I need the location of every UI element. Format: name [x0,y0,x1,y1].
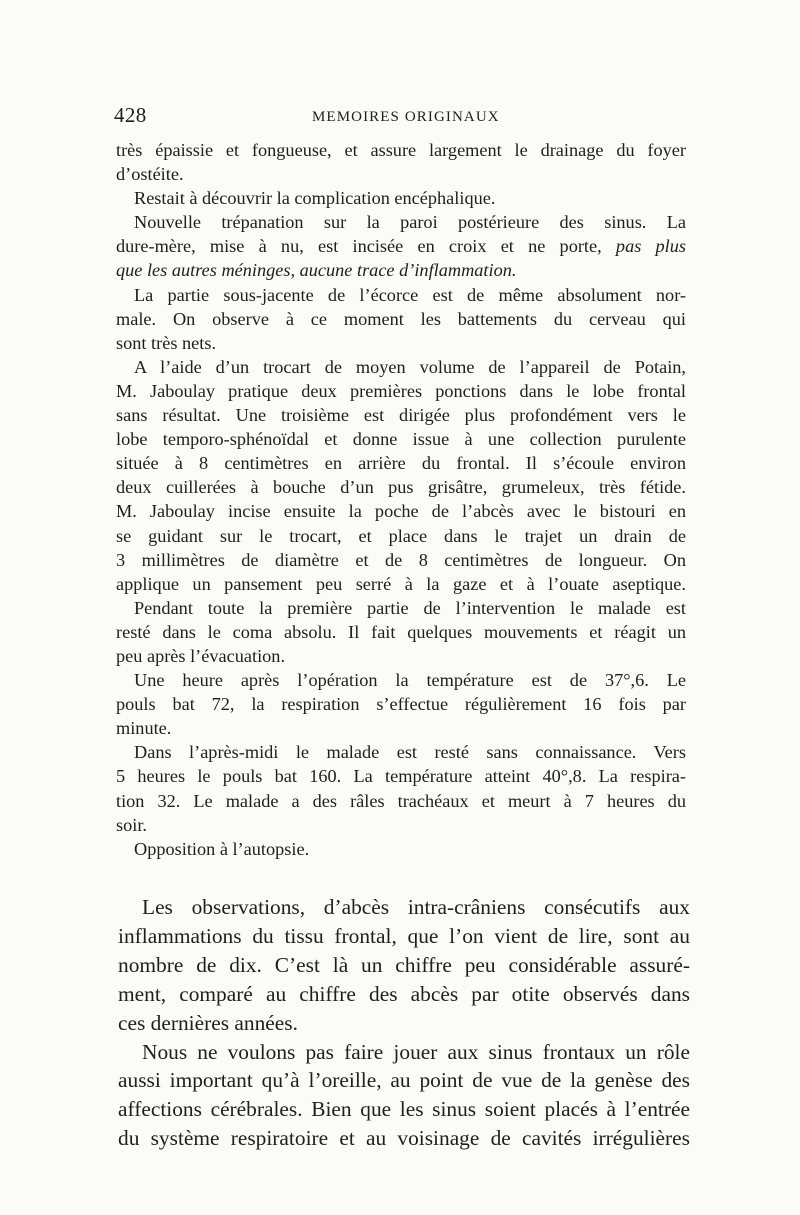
text-line: 5 heures le pouls bat 160. La température atteint 40°,8. La respira- [116,766,686,787]
text-line: Une heure après l’opération la température est de 37°,6. Le [134,670,686,691]
text-line: applique un pansement peu serré à la gaze et à l’ouate aseptique. [116,573,686,594]
text-line: du système respiratoire et au voisinage de cavités irrégulières [118,1126,690,1151]
text-line [116,258,686,282]
text-line: deux cuillerées à bouche d’un pus grisâtre, grumeleux, très fétide. [116,477,686,498]
text-line [116,234,686,258]
text-line: Les observations, d’abcès intra-crâniens consécutifs aux [142,895,690,919]
text-line: La partie sous-jacente de l’écorce est de même absolument nor- [134,284,686,305]
text-line: lobe temporo-sphénoïdal et donne issue à une collection purulente [116,429,686,450]
text-line: ment, comparé au chiffre des abcès par otite observés dans [118,981,690,1006]
text-line: tion 32. Le malade a des râles trachéaux et meurt à 7 heures du [116,790,686,811]
case-report-text [116,138,686,861]
italic-phrase: pas plus [615,236,686,257]
text-line: soir. [116,814,147,835]
text-line: Dans l’après-midi le malade est resté sans connaissance. Vers [134,742,686,763]
text-line: male. On observe à ce moment les battements du cerveau qui [116,308,686,329]
text-line: 3 millimètres de diamètre et de 8 centimètres de longueur. On [116,549,686,570]
text-line: resté dans le coma absolu. Il fait quelques mouvements et réagit un [116,621,686,642]
text-line: M. Jaboulay pratique deux premières ponctions dans le lobe frontal [116,380,686,401]
text-line: sont très nets. [116,332,217,353]
text-line: sans résultat. Une troisième est dirigée plus profondément vers le [116,405,686,426]
running-head: MEMOIRES ORIGINAUX [312,109,500,125]
discussion-text [118,893,690,1153]
text-line: minute. [116,718,172,739]
text-line: inflammations du tissu frontal, que l’on vient de lire, sont au [118,923,690,948]
text-line: affections cérébrales. Bien que les sinus soient placés à l’entrée [118,1097,690,1122]
text-line: Restait à découvrir la complication encéphalique. [134,188,496,209]
text-line: Nous ne voulons pas faire jouer aux sinus frontaux un rôle [142,1039,690,1064]
text-line: Pendant toute la première partie de l’intervention le malade est [134,597,686,618]
text-line: pouls bat 72, la respiration s’effectue régulièrement 16 fois par [116,694,686,715]
page-number: 428 [114,103,147,127]
text-line: d’ostéite. [116,164,184,185]
text-line: peu après l’évacuation. [116,645,286,666]
text-line: située à 8 centimètres en arrière du frontal. Il s’écoule environ [116,453,686,474]
text-line: Opposition à l’autopsie. [134,838,310,859]
text-line: très épaissie et fongueuse, et assure largement le drainage du foyer [116,140,686,160]
text-line: ces dernières années. [118,1010,298,1035]
text-line: A l’aide d’un trocart de moyen volume de l’appareil de Potain, [134,356,686,377]
text-line-segment: dure-mère, mise à nu, est incisée en croix et ne porte, [116,236,602,257]
text-line: aussi important qu’à l’oreille, au point de vue de la genèse des [118,1068,690,1093]
text-line: se guidant sur le trocart, et place dans le trajet un drain de [116,525,686,546]
text-line: Nouvelle trépanation sur la paroi postérieure des sinus. La [134,212,686,233]
text-line: M. Jaboulay incise ensuite la poche de l’abcès avec le bistouri en [116,501,686,522]
italic-phrase: que les autres méninges, aucune trace d’inflammation. [116,260,517,281]
page-header [114,103,704,133]
text-line: nombre de dix. C’est là un chiffre peu considérable assuré- [118,952,690,977]
